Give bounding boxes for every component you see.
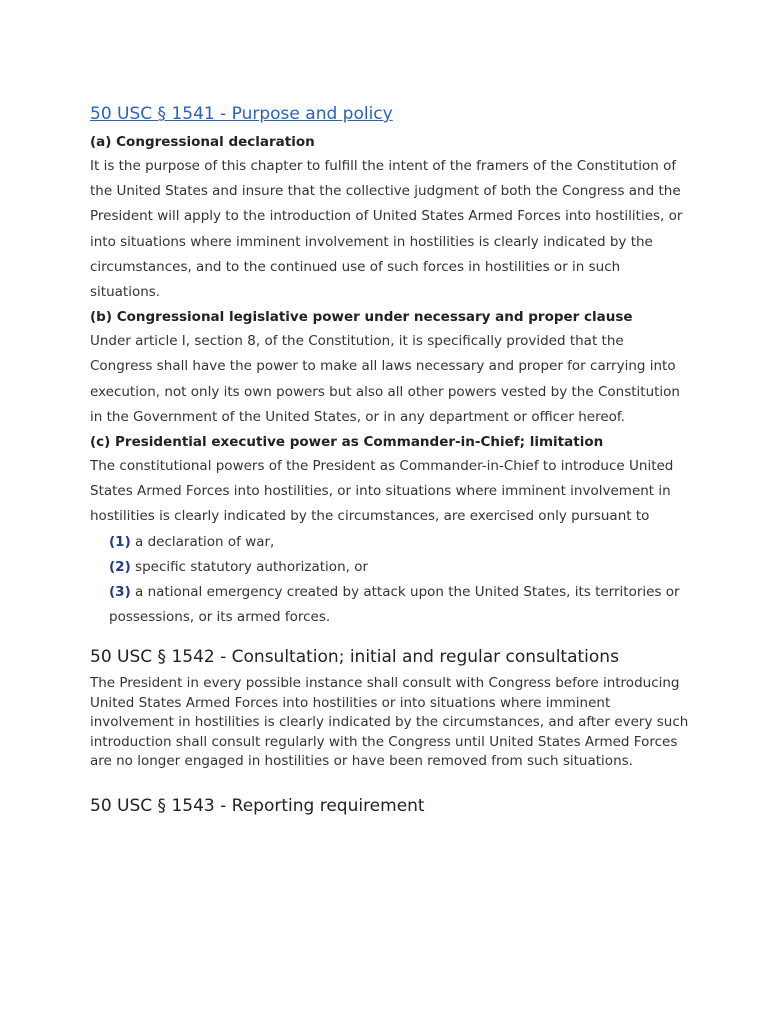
section-1543 <box>90 793 690 819</box>
section-1542 <box>90 644 690 772</box>
list-item-number: (2) <box>109 558 131 575</box>
section-1543-title: 50 USC § 1543 - Reporting requirement <box>90 795 425 816</box>
section-1542-title: 50 USC § 1542 - Consultation; initial and regular consultations <box>90 647 619 668</box>
subsection-c-heading: (c) Presidential executive power as Commander-in-Chief; limitation <box>90 434 604 451</box>
section-1542-text: The President in every possible instance shall consult with Congress before introducing United States Armed Forces into hostilities or into situations where imminent involvement in hostilities is clearly indicated by the circumstances, and after every such introduction shall consult regularly with the Congress until United States Armed Forces are no longer engaged in hostilities or have been removed from such situations. <box>90 675 689 770</box>
list-item <box>109 555 690 580</box>
subsection-b-heading: (b) Congressional legislative power under necessary and proper clause <box>90 309 633 326</box>
subsection-c-text: The constitutional powers of the President as Commander-in-Chief to introduce United States Armed Forces into hostilities, or into situations where imminent involvement in hostilities is clearly indicated by the circumstances, are exercised only pursuant to <box>90 458 674 525</box>
list-item-text: a national emergency created by attack upon the United States, its territories or possessions, or its armed forces. <box>109 584 680 626</box>
list-item-number: (1) <box>109 533 131 550</box>
subsection-b-text: Under article I, section 8, of the Constitution, it is specifically provided that the Congress shall have the power to make all laws necessary and proper for carrying into execution, not only its own powers but also all other powers vested by the Constitution in the Government of the United States, or in any department or officer hereof. <box>90 333 680 425</box>
section-1541 <box>90 100 690 630</box>
section-1541-title-link[interactable]: 50 USC § 1541 - Purpose and policy <box>90 104 393 124</box>
document-page <box>90 100 690 819</box>
list-item-text: a declaration of war, <box>135 533 275 550</box>
list-item-text: specific statutory authorization, or <box>135 558 369 575</box>
subsection-c-list <box>90 530 690 631</box>
list-item-number: (3) <box>109 584 131 601</box>
subsection-a-heading: (a) Congressional declaration <box>90 134 315 150</box>
list-item <box>109 530 690 555</box>
list-item <box>109 580 690 630</box>
subsection-a-text: It is the purpose of this chapter to fulfill the intent of the framers of the Constitution of the United States and insure that the collective judgment of both the Congress and the President will apply to the introduction of United States Armed Forces into hostilities, or into situations where imminent involvement in hostilities is clearly indicated by the circumstances, and to the continued use of such forces in hostilities or in such situations. <box>90 158 683 301</box>
